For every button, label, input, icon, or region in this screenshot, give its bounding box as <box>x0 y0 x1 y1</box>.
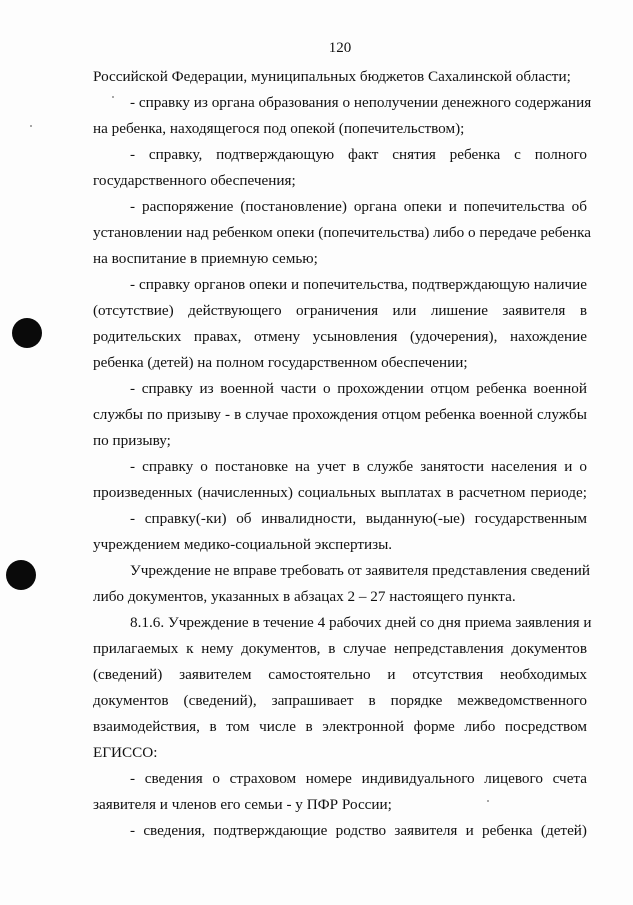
text-line: службы по призыву - в случае прохождения отцом ребенка военной службы <box>93 406 587 423</box>
text-line: установлении над ребенком опеки (попечительства) либо о передаче ребенка <box>93 224 592 241</box>
text-line: - справку органов опеки и попечительства, подтверждающую наличие <box>130 276 587 293</box>
text-line: либо документов, указанных в абзацах 2 – 27 настоящего пункта. <box>93 588 516 605</box>
punch-hole-upper <box>12 318 42 348</box>
text-line: родительских правах, отмену усыновления (удочерения), нахождение <box>93 328 587 345</box>
text-line: взаимодействия, в том числе в электронной форме либо посредством <box>93 718 587 735</box>
text-line: по призыву; <box>93 432 171 449</box>
text-line: произведенных (начисленных) социальных выплатах в расчетном периоде; <box>93 484 587 501</box>
text-line: - справку, подтверждающую факт снятия ребенка с полного <box>130 146 587 163</box>
text-line: - справку о постановке на учет в службе занятости населения и о <box>130 458 587 475</box>
text-line: - сведения, подтверждающие родство заявителя и ребенка (детей) <box>130 822 587 839</box>
text-line: учреждением медико-социальной экспертизы. <box>93 536 393 553</box>
text-line: Учреждение не вправе требовать от заявителя представления сведений <box>130 562 590 579</box>
text-line: (отсутствие) действующего ограничения или лишение заявителя в <box>93 302 587 319</box>
text-line: - сведения о страховом номере индивидуального лицевого счета <box>130 770 587 787</box>
text-line: Российской Федерации, муниципальных бюджетов Сахалинской области; <box>93 68 571 85</box>
text-line: (сведений) заявителем самостоятельно и отсутствия необходимых <box>93 666 587 683</box>
text-line: государственного обеспечения; <box>93 172 296 189</box>
text-line: заявителя и членов его семьи - у ПФР России; <box>93 796 392 813</box>
text-line: на ребенка, находящегося под опекой (попечительством); <box>93 120 465 137</box>
text-line: 8.1.6. Учреждение в течение 4 рабочих дней со дня приема заявления и <box>130 614 592 631</box>
text-line: - справку из органа образования о неполучении денежного содержания <box>130 94 592 111</box>
text-line: - справку из военной части о прохождении отцом ребенка военной <box>130 380 587 397</box>
text-line: документов (сведений), запрашивает в порядке межведомственного <box>93 692 587 709</box>
scan-speck <box>112 96 114 98</box>
text-line: - распоряжение (постановление) органа опеки и попечительства об <box>130 198 587 215</box>
text-line: прилагаемых к нему документов, в случае непредставления документов <box>93 640 587 657</box>
punch-hole-lower <box>6 560 36 590</box>
text-line: на воспитание в приемную семью; <box>93 250 318 267</box>
text-line: ЕГИССО: <box>93 744 158 761</box>
text-line: ребенка (детей) на полном государственном обеспечении; <box>93 354 468 371</box>
text-line: - справку(-ки) об инвалидности, выданную(-ые) государственным <box>130 510 587 527</box>
scan-speck <box>30 125 32 127</box>
page-number: 120 <box>328 40 352 56</box>
